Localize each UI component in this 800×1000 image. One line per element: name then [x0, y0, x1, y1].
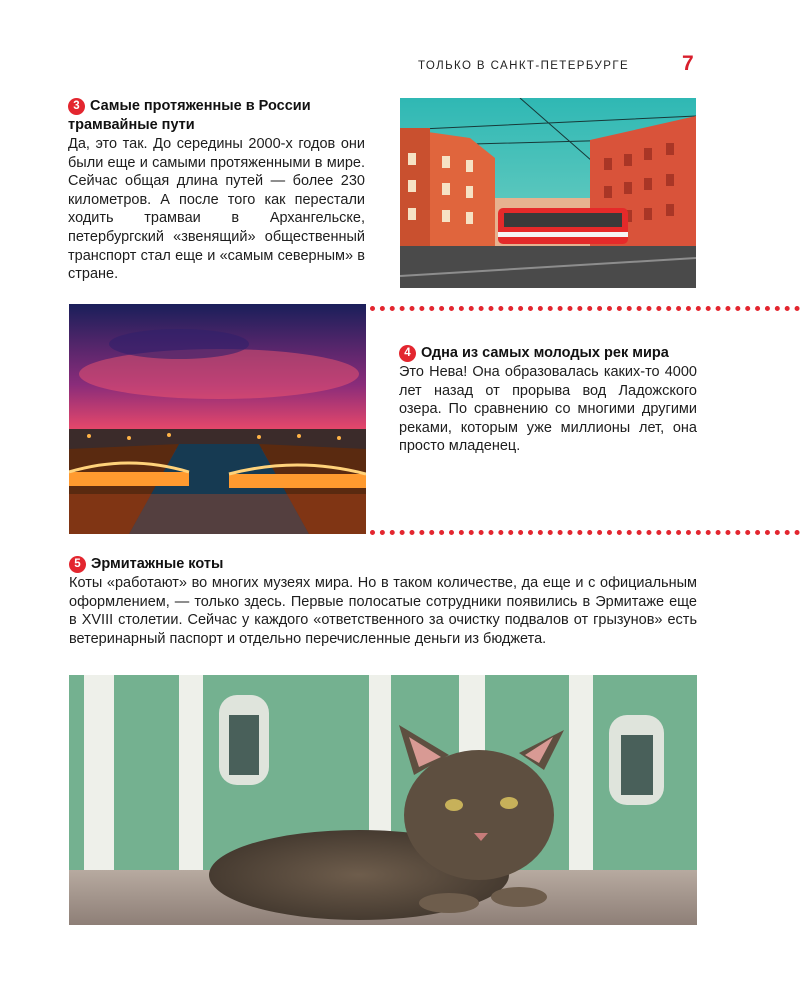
section-3-text: Да, это так. До середины 2000-х годов они были еще и самыми протяженными в мире. Сейчас общая длина путей — более 230 километров. А после того как перестали ходить трамваи в Архангельске, петербургский «звенящий» общественный транспорт стал еще и «самым северным» в стране.	[68, 136, 365, 283]
section-4-heading	[399, 344, 697, 363]
section-3-number-badge: 3	[68, 98, 85, 115]
section-5-text: Коты «работают» во многих музеях мира. Но в таком количестве, да еще и с официальным оформлением, — только здесь. Первые полосатые сотрудники появились в Эрмитаже еще в XVIII столетии. Сейчас у каждого «ответственного за очистку подвалов от грызунов» есть ветеринарный паспорт и отдельно перечисленные деньги из бюджета.	[69, 575, 697, 647]
section-4-title: Одна из самых молодых рек мира	[421, 345, 669, 361]
section-4-number-badge: 4	[399, 345, 416, 362]
neva-bridge-night-photo	[69, 304, 366, 534]
section-5-title: Эрмитажные коты	[91, 556, 224, 572]
section-3-heading	[68, 97, 365, 135]
section-5-heading	[69, 555, 697, 574]
tram-photo	[400, 98, 696, 288]
section-3-title: Самые протяженные в России трамвайные пути	[68, 98, 311, 133]
section-4-text: Это Нева! Она образовалась каких-то 4000 лет назад от прорыва вод Ладожского озера. По сравнению со многими другими реками, которым уже миллионы лет, она просто младенец.	[399, 364, 697, 455]
section-4	[399, 344, 697, 456]
dotted-divider	[370, 306, 800, 311]
dotted-divider	[370, 530, 800, 535]
hermitage-cat-photo	[69, 675, 697, 925]
page-number: 7	[682, 52, 694, 75]
section-5	[69, 555, 697, 648]
running-title: ТОЛЬКО В САНКТ-ПЕТЕРБУРГЕ	[418, 60, 630, 72]
section-5-number-badge: 5	[69, 556, 86, 573]
section-3	[68, 97, 365, 284]
